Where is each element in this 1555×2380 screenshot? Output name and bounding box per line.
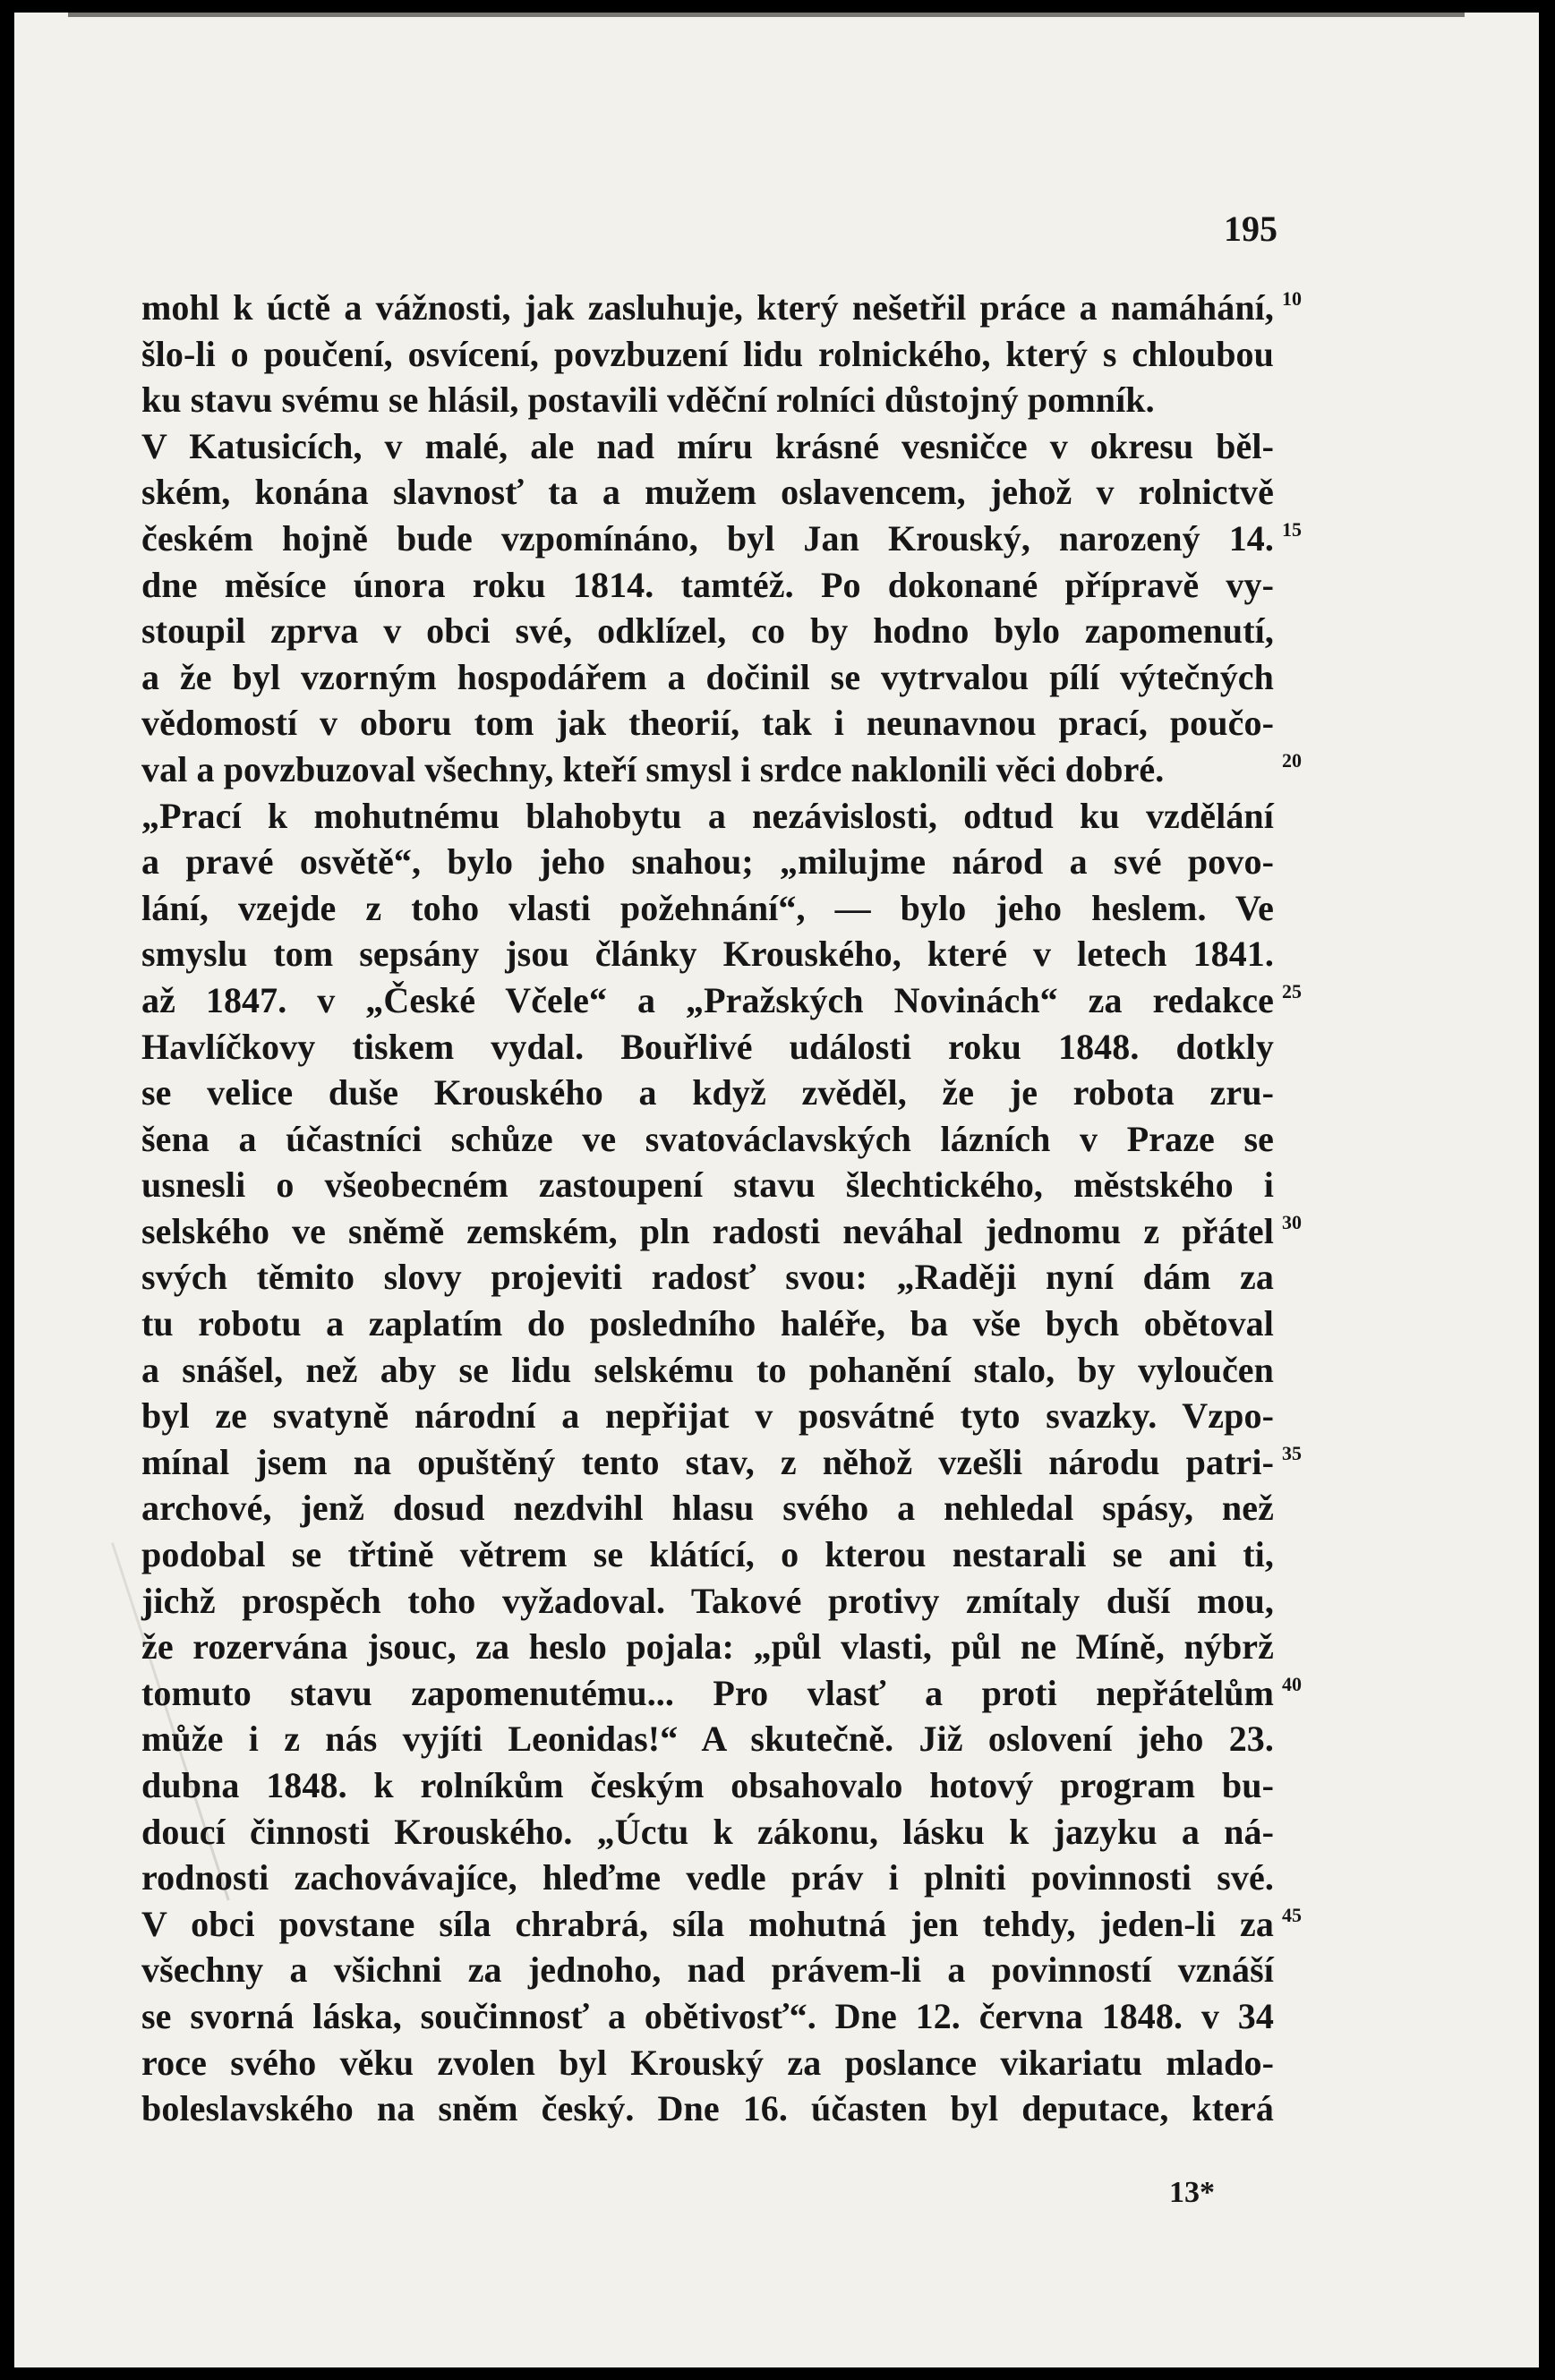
text-line-36: V obci povstane síla chrabrá, síla mohutná jen tehdy, jeden-li za: [141, 1903, 1274, 1944]
text-line-8: stoupil zprva v obci své, odklízel, co by hodno bylo zapomenutí,: [141, 610, 1274, 652]
text-line-17: Havlíčkovy tiskem vydal. Bouřlivé události roku 1848. dotkly: [141, 1026, 1274, 1067]
text-line-22: svých těmito slovy projeviti radosť svou: „Raději nyní dám za: [141, 1257, 1274, 1298]
body-text: [141, 285, 1274, 2132]
text-line-10: vědomostí v oboru tom jak theorií, tak i neunavnou prací, poučo-: [141, 703, 1274, 744]
text-line-32: může i z nás vyjíti Leonidas!“ A skutečně. Již oslovení jeho 23.: [141, 1719, 1274, 1760]
text-line-35: rodnosti zachovávajíce, hleďme vedle práv i plniti povinnosti své.: [141, 1857, 1274, 1898]
text-line-25: byl ze svatyně národní a nepřijat v posvátné tyto svazky. Vzpo-: [141, 1395, 1274, 1437]
text-line-11: val a povzbuzoval všechny, kteří smysl i srdce naklonili věci dobré.: [141, 748, 1165, 789]
text-line-29: jichž prospěch toho vyžadoval. Takové protivy zmítaly duší mou,: [141, 1580, 1274, 1621]
text-line-4: V Katusicích, v malé, ale nad míru krásné vesničce v okresu běl-: [141, 425, 1274, 466]
text-line-6: českém hojně bude vzpomínáno, byl Jan Krouský, narozený 14.: [141, 517, 1274, 559]
text-line-1: mohl k úctě a vážnosti, jak zasluhuje, který nešetřil práce a namáhání,: [141, 287, 1274, 328]
text-line-26: mínal jsem na opuštěný tento stav, z něhož vzešli národu patri-: [141, 1441, 1274, 1482]
text-line-13: a pravé osvětě“, bylo jeho snahou; „milujme národ a své povo-: [141, 841, 1274, 883]
text-line-37: všechny a všichni za jednoho, nad právem-li a povinností vznáší: [141, 1949, 1274, 1991]
text-line-30: že rozervána jsouc, za heslo pojala: „půl vlasti, půl ne Míně, nýbrž: [141, 1626, 1274, 1668]
line-number-40: 40: [1282, 1673, 1302, 1695]
text-line-12: „Prací k mohutnému blahobytu a nezávislosti, odtud ku vzdělání: [141, 795, 1274, 836]
text-line-21: selského ve sněmě zemském, pln radosti neváhal jednomu z přátel: [141, 1210, 1274, 1251]
text-line-19: šena a účastníci schůze ve svatováclavských lázních v Praze se: [141, 1118, 1274, 1159]
text-line-33: dubna 1848. k rolníkům českým obsahovalo hotový program bu-: [141, 1765, 1274, 1805]
text-line-38: se svorná láska, součinnosť a obětivosť“. Dne 12. června 1848. v 34: [141, 1995, 1274, 2036]
line-number-20: 20: [1282, 749, 1302, 772]
line-number-45: 45: [1282, 1904, 1302, 1926]
line-number-35: 35: [1282, 1442, 1302, 1464]
text-line-18: se velice duše Krouského a když zvěděl, že je robota zru-: [141, 1072, 1274, 1113]
text-line-3: ku stavu svému se hlásil, postavili vděční rolníci důstojný pomník.: [141, 380, 1155, 421]
text-line-34: doucí činnosti Krouského. „Úctu k zákonu, lásku k jazyku a ná-: [141, 1811, 1274, 1852]
line-number-10: 10: [1282, 287, 1302, 310]
line-number-15: 15: [1282, 518, 1302, 541]
text-line-9: a že byl vzorným hospodářem a dočinil se vytrvalou pílí výtečných: [141, 656, 1274, 697]
printer-signature: 13*: [1169, 2176, 1215, 2209]
text-line-39: roce svého věku zvolen byl Krouský za poslance vikariatu mlado-: [141, 2042, 1274, 2083]
line-number-25: 25: [1282, 980, 1302, 1002]
scan-edge-shadow: [68, 13, 1465, 17]
text-line-2: šlo-li o poučení, osvícení, povzbuzení lidu rolnického, který s chloubou: [141, 333, 1274, 374]
text-line-23: tu robotu a zaplatím do posledního haléře, ba vše bych obětoval: [141, 1303, 1274, 1344]
page-number: 195: [1224, 209, 1277, 249]
text-line-16: až 1847. v „České Včele“ a „Pražských Novinách“ za redakce: [141, 979, 1274, 1020]
text-line-5: ském, konána slavnosť ta a mužem oslavencem, jehož v rolnictvě: [141, 472, 1274, 513]
text-line-40: boleslavského na sněm český. Dne 16. účasten byl deputace, která: [141, 2088, 1274, 2129]
text-line-14: lání, vzejde z toho vlasti požehnání“, — bylo jeho heslem. Ve: [141, 887, 1274, 928]
text-line-28: podobal se třtině větrem se klátící, o kterou nestarali se ani ti,: [141, 1534, 1274, 1575]
text-line-7: dne měsíce února roku 1814. tamtéž. Po dokonané přípravě vy-: [141, 564, 1274, 605]
text-line-31: tomuto stavu zapomenutému... Pro vlasť a proti nepřátelům: [141, 1672, 1274, 1713]
line-number-30: 30: [1282, 1211, 1302, 1233]
text-line-15: smyslu tom sepsány jsou články Krouského, které v letech 1841.: [141, 934, 1274, 975]
text-line-20: usnesli o všeobecném zastoupení stavu šlechtického, městského i: [141, 1164, 1274, 1206]
text-line-24: a snášel, než aby se lidu selskému to pohanění stalo, by vyloučen: [141, 1349, 1274, 1390]
text-line-27: archové, jenž dosud nezdvihl hlasu svého a nehledal spásy, než: [141, 1488, 1274, 1529]
